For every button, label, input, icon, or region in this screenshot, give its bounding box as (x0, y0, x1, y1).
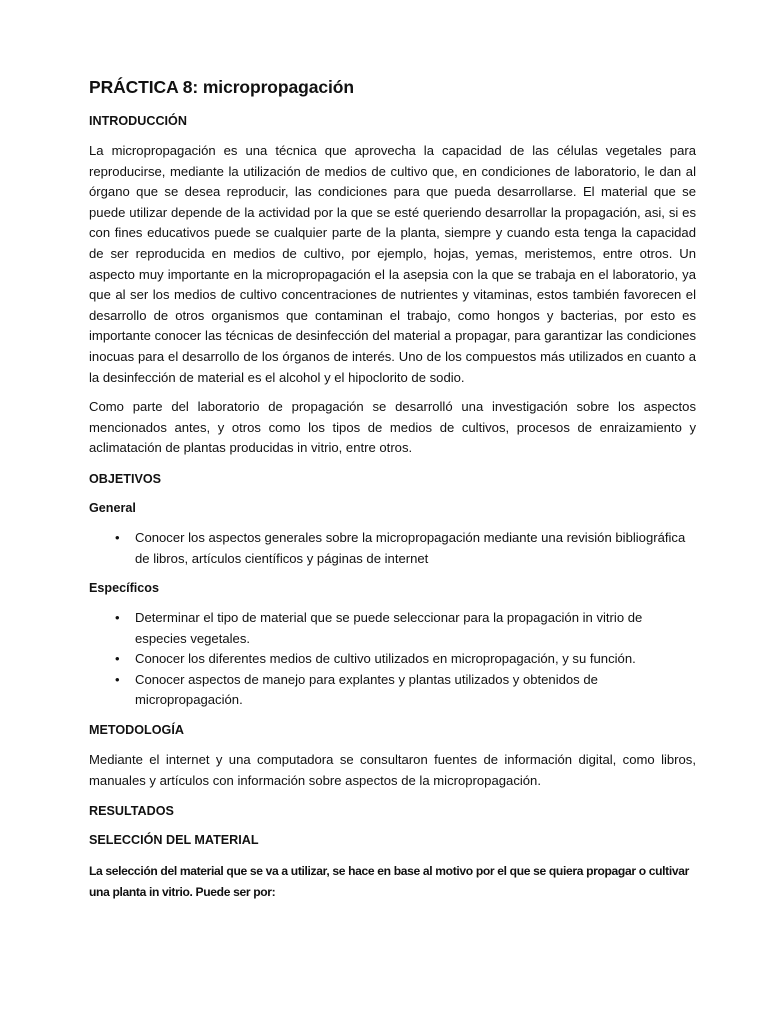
document-title: PRÁCTICA 8: micropropagación (89, 77, 354, 97)
list-item (89, 649, 696, 670)
material-selection-paragraph: La selección del material que se va a utilizar, se hace en base al motivo por el que se quiera propagar o cultivar una planta in vitrio. Puede ser por: (89, 864, 689, 899)
bullet-icon: • (115, 651, 120, 667)
methodology-heading: METODOLOGÍA (89, 723, 184, 738)
general-heading: General (89, 500, 136, 515)
bullet-icon: • (115, 610, 120, 626)
list-item-text: Determinar el tipo de material que se puede seleccionar para la propagación in vitrio de especies vegetales. (135, 610, 643, 646)
results-heading: RESULTADOS (89, 804, 174, 819)
intro-paragraph-1: La micropropagación es una técnica que aprovecha la capacidad de las células vegetales para reproducirse, mediante la utilización de medios de cultivo que, en condiciones de laboratorio, le dan al órgano que se desea reproducir, las condiciones para que pueda desarrollarse. El material que se puede utilizar depende de la actividad por la que se esté queriendo desarrollar la propagación, asi, si es con fines educativos puede se cualquier parte de la planta, siempre y cuando esta tenga la capacidad de ser reproducida en medios de cultivo, por ejemplo, hojas, yemas, meristemos, entre otros. Un aspecto muy importante en la micropropagación el la asepsia con la que se trabaja en el laboratorio, ya que al ser los medios de cultivo concentraciones de nutrientes y vitaminas, estos también favorecen el desarrollo de otros organismos que contaminan el trabajo, como hongos y bacterias, por esto es importante conocer las técnicas de desinfección del material a propagar, para garantizar las condiciones inocuas para el desarrollo de los órganos de interés. Uno de los compuestos más utilizados en cuanto a la desinfección de material es el alcohol y el hipoclorito de sodio. (89, 143, 696, 385)
specific-objectives-list (89, 608, 696, 711)
list-item-text: Conocer aspectos de manejo para explantes y plantas utilizados y obtenidos de micropropagación. (135, 671, 598, 708)
intro-paragraph-2: Como parte del laboratorio de propagación se desarrolló una investigación sobre los aspectos mencionados antes, y otros como los tipos de medios de cultivos, procesos de enraizamiento y aclimatación de plantas producidas in vitrio, entre otros. (89, 399, 696, 456)
objectives-heading: OBJETIVOS (89, 471, 162, 486)
intro-heading: INTRODUCCIÓN (89, 114, 187, 128)
list-item (89, 670, 696, 711)
specific-heading: Específicos (89, 581, 159, 596)
list-item-text: Conocer los aspectos generales sobre la micropropagación mediante una revisión bibliográfica de libros, artículos científicos y páginas de internet (135, 529, 686, 566)
list-item-text: Conocer los diferentes medios de cultivo utilizados en micropropagación, y su función. (135, 651, 636, 667)
methodology-paragraph: Mediante el internet y una computadora se consultaron fuentes de información digital, como libros, manuales y artículos con información sobre aspectos de la micropropagación. (89, 752, 696, 788)
material-selection-heading: SELECCIÓN DEL MATERIAL (89, 833, 259, 848)
bullet-icon: • (115, 671, 120, 687)
general-objectives-list (89, 528, 696, 569)
list-item (89, 528, 696, 569)
list-item (89, 608, 696, 649)
document-page (89, 74, 696, 911)
bullet-icon: • (115, 529, 120, 545)
